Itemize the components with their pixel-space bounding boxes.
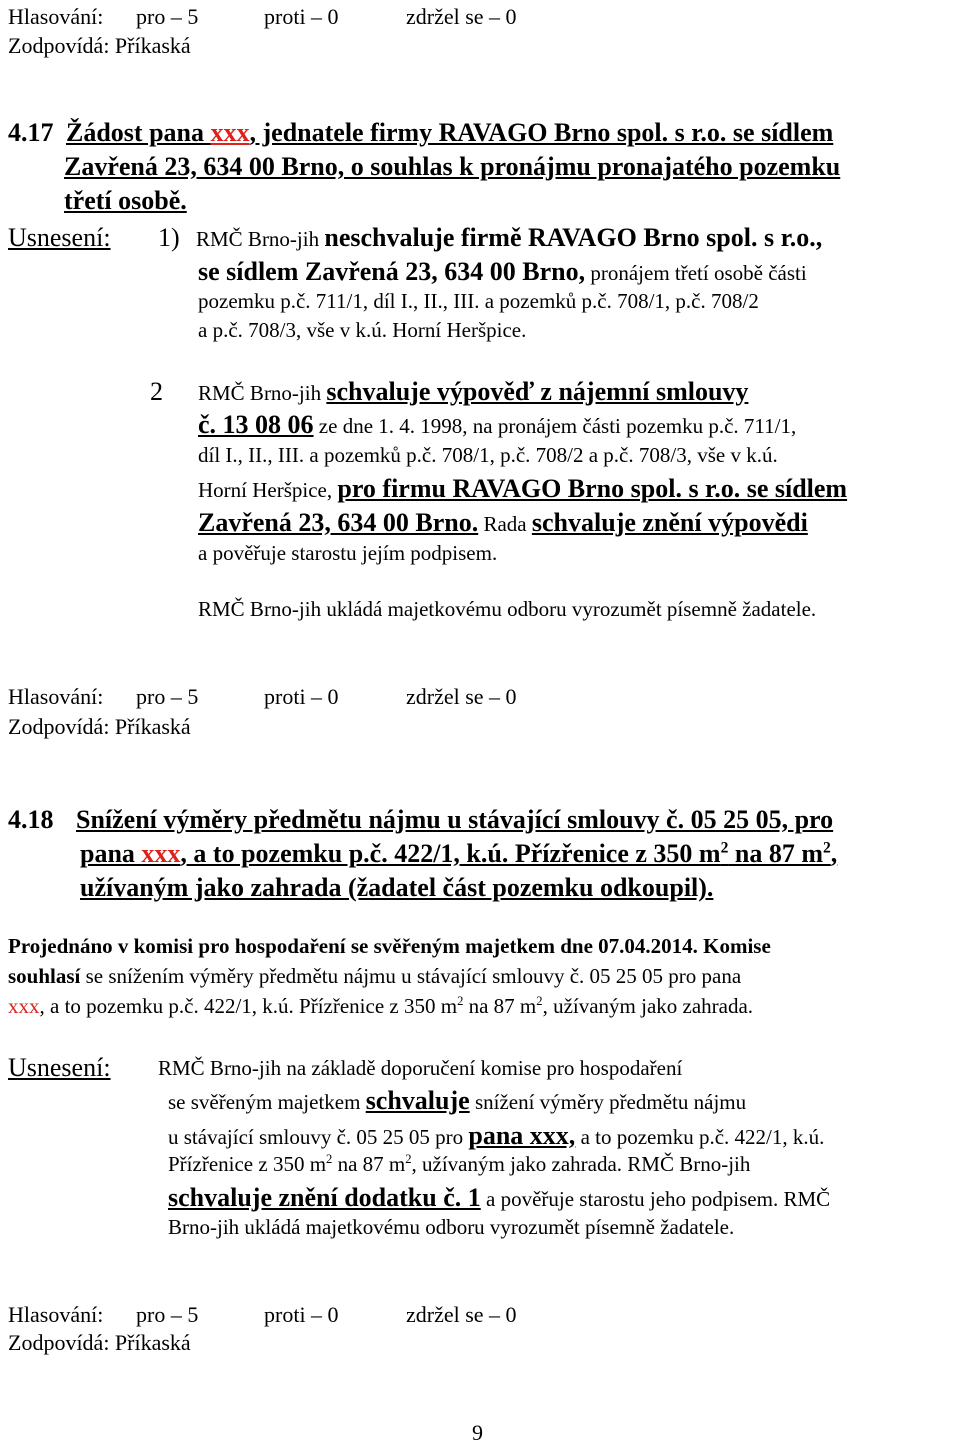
point-2-line-5: Zavřená 23, 634 00 Brno. Rada schvaluje znění výpovědi (198, 508, 808, 537)
resolution-line-6: Brno-jih ukládá majetkovému odboru vyrozumět písemně žadatele. (168, 1215, 735, 1239)
point-1-line-2: se sídlem Zavřená 23, 634 00 Brno, pronájem třetí osobě části (198, 257, 807, 286)
vote-pro: pro – 5 (136, 4, 199, 29)
item-title-line-1 (8, 118, 956, 148)
voting-label: Hlasování: (8, 1302, 104, 1327)
point-2-line-6: a pověřuje starostu jejím podpisem. (198, 541, 498, 565)
redacted-name: xxx (210, 118, 250, 147)
point-1-line-1: RMČ Brno-jih neschvaluje firmě RAVAGO Brno spol. s r.o., (196, 223, 823, 252)
voting-line (8, 684, 608, 712)
item-title-line-2: Zavřená 23, 634 00 Brno, o souhlas k pronájmu pronajatého pozemku (64, 152, 841, 181)
item-title-line-2: pana xxx, a to pozemku p.č. 422/1, k.ú. Přízřenice z 350 $m^2$ na 87 $m^2$, (80, 839, 838, 868)
point-1-number: 1) (158, 223, 180, 252)
responsible-person: Zodpovídá: Příkaská (8, 714, 191, 739)
resolution-line-5: schvaluje znění dodatku č. 1 a pověřuje starostu jeho podpisem. RMČ (168, 1183, 831, 1212)
point-2-line-1: RMČ Brno-jih schvaluje výpověď z nájemní smlouvy (198, 377, 749, 406)
point-2-line-3: díl I., II., III. a pozemků p.č. 708/1, p.č. 708/2 a p.č. 708/3, vše v k.ú. (198, 443, 778, 467)
commission-line-1: Projednáno v komisi pro hospodaření se svěřeným majetkem dne 07.04.2014. Komise (8, 934, 771, 958)
decision-neschvaluje: neschvaluje firmě RAVAGO Brno spol. s r.o., (324, 223, 823, 252)
vote-abstain: zdržel se – 0 (406, 1302, 517, 1327)
commission-line-3: xxx, a to pozemku p.č. 422/1, k.ú. Přízřenice z 350 $m^2$ na 87 $m^2$, užívaným jako zahrada. (8, 994, 754, 1018)
title-text-a: Žádost pana (66, 118, 211, 147)
redacted-name: xxx (8, 994, 40, 1018)
point-2-line-4: Horní Heršpice, pro firmu RAVAGO Brno spol. s r.o. se sídlem (198, 474, 848, 503)
point-2-number: 2 (150, 377, 163, 406)
item-title-line-3: třetí osobě. (64, 186, 187, 215)
voting-line (8, 4, 608, 32)
page-number: 9 (472, 1420, 483, 1445)
decision-schvaluje: schvaluje (365, 1086, 470, 1115)
point-2-line-2: č. 13 08 06 ze dne 1. 4. 1998, na pronájem části pozemku p.č. 711/1, (198, 410, 797, 439)
resolution-label: Usnesení: (8, 1053, 111, 1082)
vote-proti: proti – 0 (264, 1302, 339, 1327)
item-title-line-3: užívaným jako zahrada (žadatel část pozemku odkoupil). (80, 873, 714, 902)
item-number: 4.18 (8, 805, 54, 834)
point-1-line-3: pozemku p.č. 711/1, díl I., II., III. a pozemků p.č. 708/1, p.č. 708/2 (198, 289, 759, 313)
resolution-label: Usnesení: (8, 223, 111, 252)
voting-label: Hlasování: (8, 684, 104, 709)
decision-schvaluje-vypoved: schvaluje výpověď z nájemní smlouvy (326, 377, 749, 406)
title-text-b: , jednatele firmy RAVAGO Brno spol. s r.o. se sídlem (249, 118, 834, 147)
resolution-line-3: u stávající smlouvy č. 05 25 05 pro pana xxx, a to pozemku p.č. 422/1, k.ú. (168, 1121, 825, 1150)
point-1-line-4: a p.č. 708/3, vše v k.ú. Horní Heršpice. (198, 318, 527, 342)
commission-line-2: souhlasí se snížením výměry předmětu nájmu u stávající smlouvy č. 05 25 05 pro pana (8, 964, 742, 988)
voting-label: Hlasování: (8, 4, 104, 29)
voting-line (8, 1302, 608, 1330)
point-3: RMČ Brno-jih ukládá majetkovému odboru vyrozumět písemně žadatele. (198, 597, 817, 621)
redacted-name: xxx (141, 839, 181, 868)
responsible-person: Zodpovídá: Příkaská (8, 33, 191, 58)
item-number: 4.17 (8, 118, 54, 147)
vote-pro: pro – 5 (136, 1302, 199, 1327)
vote-abstain: zdržel se – 0 (406, 4, 517, 29)
resolution-line-1: RMČ Brno-jih na základě doporučení komise pro hospodaření (158, 1056, 683, 1080)
decision-schvaluje-dodatek: schvaluje znění dodatku č. 1 (168, 1183, 481, 1212)
item-title-line-1: Snížení výměry předmětu nájmu u stávající smlouvy č. 05 25 05, pro (76, 805, 834, 834)
resolution-line-4: Přízřenice z 350 $m^2$ na 87 $m^2$, užívaným jako zahrada. RMČ Brno-jih (168, 1152, 751, 1176)
vote-proti: proti – 0 (264, 4, 339, 29)
responsible-person: Zodpovídá: Příkaská (8, 1330, 191, 1355)
vote-proti: proti – 0 (264, 684, 339, 709)
vote-abstain: zdržel se – 0 (406, 684, 517, 709)
resolution-line-2: se svěřeným majetkem schvaluje snížení výměry předmětu nájmu (168, 1086, 747, 1115)
vote-pro: pro – 5 (136, 684, 199, 709)
